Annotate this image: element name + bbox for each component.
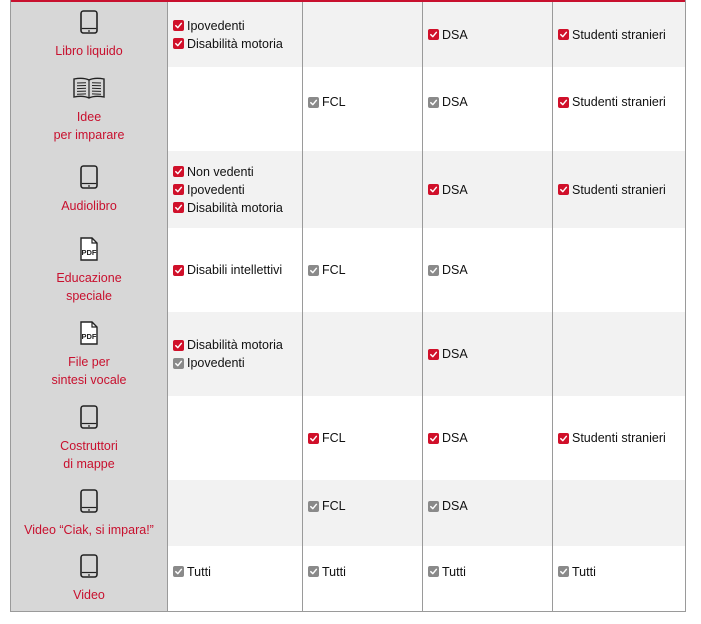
feature-label: Disabili intellettivi	[187, 263, 283, 277]
checkbox-grey-icon	[428, 97, 439, 108]
feature-label: Disabilità motoria	[187, 36, 283, 51]
feature-item	[558, 26, 685, 44]
feature-cell-1	[167, 228, 302, 312]
feature-cell-1	[167, 67, 302, 151]
resource-cell	[11, 151, 167, 228]
checkbox-grey-icon	[173, 358, 184, 369]
checkbox-grey-icon	[308, 566, 319, 577]
feature-label: Disabilità motoria	[187, 338, 283, 352]
feature-item	[173, 35, 302, 53]
resource-name: di mappe	[63, 456, 115, 471]
checkbox-grey-icon	[428, 501, 439, 512]
feature-cell-1	[167, 312, 302, 396]
feature-item	[428, 93, 552, 111]
resource-cell	[11, 546, 167, 611]
checkbox-red-icon	[173, 166, 184, 177]
tablet-icon	[76, 9, 102, 40]
feature-cell-3	[422, 151, 552, 228]
table-row	[11, 228, 685, 312]
resource-cell	[11, 312, 167, 396]
table-row	[11, 480, 685, 546]
feature-item	[558, 563, 685, 581]
feature-label: DSA	[442, 431, 468, 445]
feature-cell-1	[167, 2, 302, 67]
pdf-file-icon	[76, 320, 102, 351]
feature-cell-2	[302, 67, 422, 151]
feature-label: Ipovedenti	[187, 182, 245, 197]
feature-item	[308, 429, 422, 447]
checkbox-red-icon	[173, 202, 184, 213]
feature-label: DSA	[442, 347, 468, 361]
feature-item	[428, 26, 552, 44]
checkbox-red-icon	[173, 340, 184, 351]
table-row	[11, 396, 685, 480]
checkbox-red-icon	[428, 184, 439, 195]
checkbox-red-icon	[428, 433, 439, 444]
feature-cell-1	[167, 546, 302, 611]
checkbox-red-icon	[428, 349, 439, 360]
resource-cell	[11, 480, 167, 546]
feature-item	[558, 181, 685, 199]
checkbox-grey-icon	[428, 265, 439, 276]
feature-cell-2	[302, 2, 422, 67]
checkbox-grey-icon	[173, 566, 184, 577]
feature-label: Tutti	[572, 564, 596, 579]
resource-cell	[11, 67, 167, 151]
feature-label: Tutti	[322, 564, 346, 579]
feature-cell-2	[302, 546, 422, 611]
feature-item	[428, 261, 552, 279]
resource-name: Video	[73, 588, 105, 602]
pdf-file-icon	[76, 236, 102, 267]
tablet-icon	[76, 553, 102, 584]
feature-label: Studenti stranieri	[572, 27, 666, 42]
feature-cell-4	[552, 396, 685, 480]
feature-cell-4	[552, 312, 685, 396]
resource-cell	[11, 228, 167, 312]
checkbox-grey-icon	[308, 265, 319, 276]
feature-label: Ipovedenti	[187, 356, 245, 370]
feature-item	[173, 199, 302, 217]
checkbox-red-icon	[173, 184, 184, 195]
feature-label: Studenti stranieri	[572, 182, 666, 197]
feature-item	[428, 345, 552, 363]
feature-cell-1	[167, 480, 302, 546]
feature-item	[428, 563, 552, 581]
resource-name: Costruttori	[60, 438, 118, 453]
pdf-label: PDF	[81, 331, 97, 341]
feature-cell-1	[167, 396, 302, 480]
tablet-icon	[76, 404, 102, 435]
feature-item	[428, 497, 552, 515]
resource-name: speciale	[66, 288, 112, 303]
feature-label: FCL	[322, 499, 346, 513]
checkbox-red-icon	[308, 433, 319, 444]
checkbox-grey-icon	[428, 566, 439, 577]
tablet-icon	[76, 488, 102, 519]
feature-cell-1	[167, 151, 302, 228]
feature-cell-4	[552, 480, 685, 546]
feature-item	[428, 429, 552, 447]
table-row	[11, 312, 685, 396]
table-row	[11, 151, 685, 228]
feature-cell-3	[422, 67, 552, 151]
feature-label: DSA	[442, 95, 468, 109]
resource-name: sintesi vocale	[51, 372, 127, 387]
feature-label: Disabilità motoria	[187, 200, 283, 215]
feature-item	[558, 93, 685, 111]
feature-item	[173, 163, 302, 181]
checkbox-red-icon	[558, 433, 569, 444]
feature-item	[308, 497, 422, 515]
feature-cell-2	[302, 480, 422, 546]
checkbox-grey-icon	[308, 501, 319, 512]
feature-item	[308, 563, 422, 581]
feature-label: FCL	[322, 431, 346, 445]
feature-cell-4	[552, 67, 685, 151]
checkbox-red-icon	[173, 38, 184, 49]
feature-cell-4	[552, 546, 685, 611]
feature-label: Ipovedenti	[187, 18, 245, 33]
checkbox-red-icon	[173, 20, 184, 31]
resource-name: File per	[68, 354, 110, 369]
feature-label: Tutti	[187, 564, 211, 579]
feature-item	[558, 429, 685, 447]
resource-cell	[11, 2, 167, 67]
resource-name: Video “Ciak, si impara!”	[24, 522, 154, 537]
accessibility-table	[10, 0, 686, 612]
feature-label: FCL	[322, 95, 346, 109]
table-row	[11, 2, 685, 67]
feature-cell-3	[422, 480, 552, 546]
feature-cell-3	[422, 2, 552, 67]
feature-cell-2	[302, 396, 422, 480]
feature-label: DSA	[442, 499, 468, 513]
feature-item	[173, 354, 302, 372]
feature-cell-2	[302, 228, 422, 312]
book-icon	[72, 75, 106, 106]
resource-name: Libro liquido	[55, 44, 123, 58]
checkbox-red-icon	[428, 29, 439, 40]
feature-label: Studenti stranieri	[572, 95, 666, 109]
feature-label: FCL	[322, 263, 346, 277]
checkbox-red-icon	[558, 29, 569, 40]
feature-label: Non vedenti	[187, 164, 254, 179]
checkbox-red-icon	[558, 184, 569, 195]
checkbox-red-icon	[173, 265, 184, 276]
feature-cell-2	[302, 312, 422, 396]
table-row	[11, 546, 685, 611]
feature-cell-4	[552, 228, 685, 312]
feature-cell-3	[422, 228, 552, 312]
resource-name: Educazione	[56, 270, 122, 285]
feature-cell-3	[422, 396, 552, 480]
feature-cell-4	[552, 151, 685, 228]
feature-item	[173, 17, 302, 35]
feature-label: Tutti	[442, 564, 466, 579]
resource-name: per imparare	[53, 127, 125, 142]
tablet-icon	[76, 164, 102, 195]
checkbox-red-icon	[558, 97, 569, 108]
feature-item	[173, 336, 302, 354]
feature-label: DSA	[442, 263, 468, 277]
feature-item	[173, 563, 302, 581]
resource-name: Idee	[76, 109, 102, 124]
resource-cell	[11, 396, 167, 480]
feature-cell-3	[422, 546, 552, 611]
feature-label: Studenti stranieri	[572, 431, 666, 445]
checkbox-grey-icon	[308, 97, 319, 108]
feature-item	[173, 261, 302, 279]
checkbox-grey-icon	[558, 566, 569, 577]
feature-item	[173, 181, 302, 199]
feature-item	[428, 181, 552, 199]
resource-name: Audiolibro	[61, 199, 117, 213]
feature-item	[308, 261, 422, 279]
feature-item	[308, 93, 422, 111]
table-row	[11, 67, 685, 151]
pdf-label: PDF	[81, 247, 97, 257]
feature-cell-3	[422, 312, 552, 396]
feature-cell-4	[552, 2, 685, 67]
feature-label: DSA	[442, 27, 468, 42]
feature-label: DSA	[442, 182, 468, 197]
feature-cell-2	[302, 151, 422, 228]
